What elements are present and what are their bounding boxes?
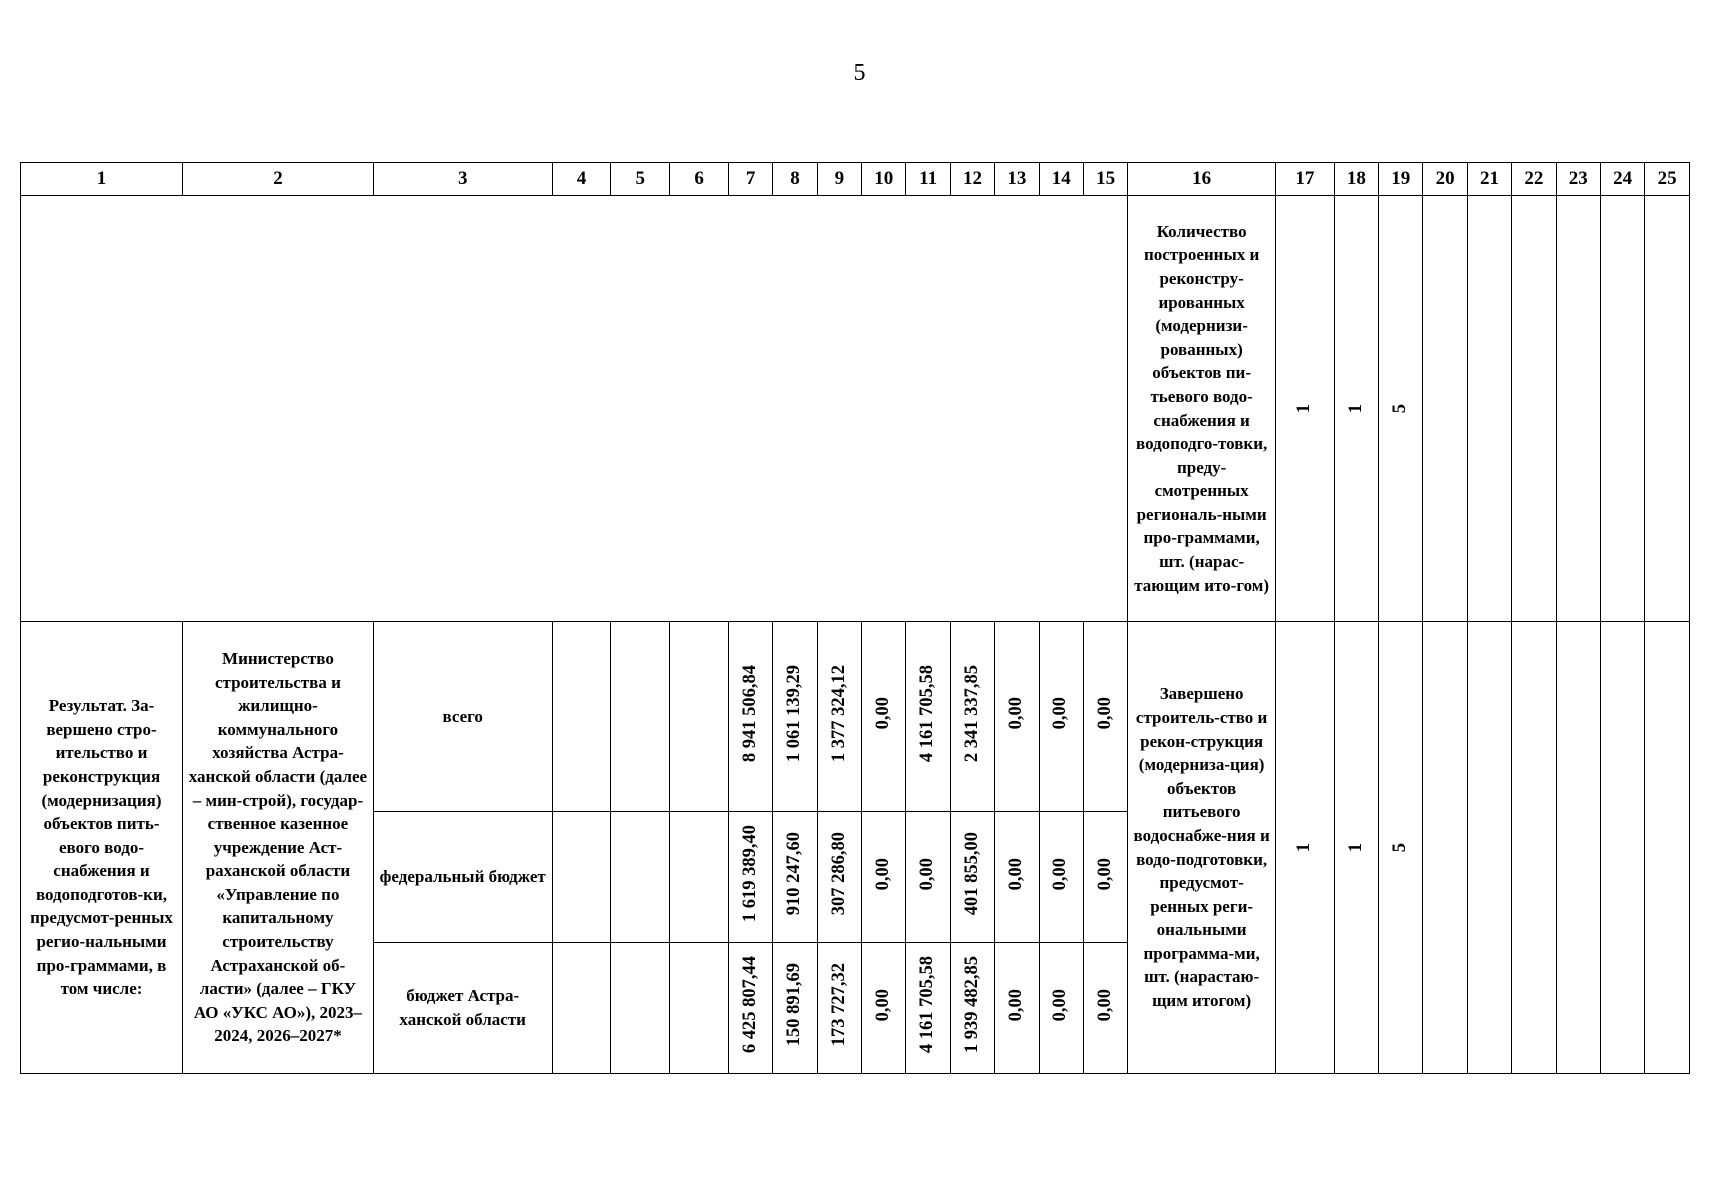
- empty-cell: [670, 812, 729, 943]
- amount-cell: [773, 812, 817, 943]
- amount-cell: [862, 622, 906, 812]
- empty-cell: [1423, 196, 1467, 622]
- funding-source-cell: бюджет Астра-ханской области: [373, 943, 552, 1074]
- amount-value: 0,00: [1094, 988, 1115, 1021]
- amount-cell: [906, 943, 950, 1074]
- amount-value: 0,00: [872, 988, 893, 1021]
- amount-value: 307 286,80: [828, 832, 849, 916]
- amount-cell: [728, 622, 772, 812]
- empty-cell: [1512, 196, 1556, 622]
- column-header: 18: [1334, 163, 1378, 196]
- result-value-cell: [1334, 622, 1378, 1074]
- result-value-cell: [1275, 622, 1334, 1074]
- column-header: 23: [1556, 163, 1600, 196]
- indicator-value-cell: [1334, 196, 1378, 622]
- page-number: 5: [853, 60, 866, 86]
- amount-value: 150 891,69: [784, 963, 805, 1047]
- amount-value: 0,00: [1006, 697, 1027, 730]
- result-value-19: 5: [1390, 843, 1410, 853]
- amount-value: 0,00: [1094, 697, 1115, 730]
- empty-cell: [1512, 622, 1556, 1074]
- amount-value: 0,00: [1050, 857, 1071, 890]
- column-header: 11: [906, 163, 950, 196]
- responsible-executor-cell: Министерство строительства и жилищно-коммунального хозяйства Астра-ханской области (далее – мин-строй), государ-ственное казенное учреждение Аст-раханской области «Управление по капитальному строительству Астраханской об-ласти» (далее – ГКУ АО «УКС АО»), 2023–2024, 2026–2027*: [183, 622, 374, 1074]
- column-header: 12: [950, 163, 994, 196]
- empty-cell: [611, 943, 670, 1074]
- column-header: 20: [1423, 163, 1467, 196]
- indicator-value-17: 1: [1294, 404, 1315, 414]
- column-header: 24: [1600, 163, 1644, 196]
- amount-value: 0,00: [1050, 988, 1071, 1021]
- column-header: 4: [552, 163, 611, 196]
- amount-cell: [773, 622, 817, 812]
- column-header: 21: [1467, 163, 1511, 196]
- amount-cell: [995, 812, 1039, 943]
- empty-cell: [1600, 622, 1644, 1074]
- indicator-value-cell: [1379, 196, 1423, 622]
- amount-value: 0,00: [1006, 988, 1027, 1021]
- amount-value: 6 425 807,44: [739, 956, 760, 1054]
- empty-cell: [670, 622, 729, 812]
- amount-value: 4 161 705,58: [917, 956, 938, 1054]
- empty-merged-cell: [21, 196, 1128, 622]
- column-header: 14: [1039, 163, 1083, 196]
- empty-cell: [1467, 196, 1511, 622]
- amount-value: 0,00: [872, 697, 893, 730]
- amount-cell: [950, 943, 994, 1074]
- indicator-text-cell: Количество построенных и реконстру-ированных (модернизи-рованных) объектов пи-тьевого водо-снабжения и водоподго-товки, преду-смотренных региональ-ными про-граммами, шт. (нарас-тающим ито-гом): [1128, 196, 1276, 622]
- amount-value: 173 727,32: [828, 963, 849, 1047]
- column-header: 1: [21, 163, 183, 196]
- column-header: 13: [995, 163, 1039, 196]
- column-header: 6: [670, 163, 729, 196]
- amount-cell: [950, 812, 994, 943]
- amount-value: 1 061 139,29: [784, 664, 805, 762]
- column-header: 19: [1379, 163, 1423, 196]
- amount-value: 2 341 337,85: [961, 664, 982, 762]
- empty-cell: [552, 812, 611, 943]
- indicator-value-cell: [1275, 196, 1334, 622]
- column-header: 10: [862, 163, 906, 196]
- result-value-17: 1: [1294, 843, 1315, 853]
- amount-value: 0,00: [872, 857, 893, 890]
- amount-value: 4 161 705,58: [917, 664, 938, 762]
- empty-cell: [611, 812, 670, 943]
- amount-value: 401 855,00: [961, 832, 982, 916]
- column-header: 17: [1275, 163, 1334, 196]
- amount-value: 0,00: [1094, 857, 1115, 890]
- amount-cell: [817, 812, 861, 943]
- funding-row-total: [21, 622, 1690, 812]
- result-value-cell: [1379, 622, 1423, 1074]
- amount-value: 910 247,60: [784, 832, 805, 916]
- amount-value: 0,00: [1050, 697, 1071, 730]
- column-header: 3: [373, 163, 552, 196]
- empty-cell: [1467, 622, 1511, 1074]
- amount-cell: [817, 943, 861, 1074]
- header-row: [21, 163, 1690, 196]
- result-description-cell: Результат. За-вершено стро-ительство и реконструкция (модернизация) объектов пить-евого водо-снабжения и водоподготов-ки, предусмот-ренных регио-нальными про-граммами, в том числе:: [21, 622, 183, 1074]
- amount-value: 0,00: [1006, 857, 1027, 890]
- amount-cell: [995, 943, 1039, 1074]
- column-header: 7: [728, 163, 772, 196]
- amount-cell: [1083, 622, 1127, 812]
- column-header: 2: [183, 163, 374, 196]
- amount-cell: [950, 622, 994, 812]
- amount-cell: [862, 812, 906, 943]
- empty-cell: [1423, 622, 1467, 1074]
- amount-cell: [1083, 943, 1127, 1074]
- empty-cell: [1645, 622, 1690, 1074]
- program-table: [20, 162, 1690, 1074]
- empty-cell: [1600, 196, 1644, 622]
- amount-value: 1 377 324,12: [828, 664, 849, 762]
- empty-cell: [1556, 196, 1600, 622]
- amount-cell: [773, 943, 817, 1074]
- column-header: 5: [611, 163, 670, 196]
- amount-cell: [817, 622, 861, 812]
- empty-cell: [1645, 196, 1690, 622]
- amount-value: 1 939 482,85: [961, 956, 982, 1054]
- amount-cell: [906, 812, 950, 943]
- indicator-value-18: 1: [1345, 404, 1366, 414]
- indicator-value-19: 5: [1390, 404, 1410, 414]
- amount-value: 1 619 389,40: [739, 825, 760, 923]
- amount-cell: [1039, 812, 1083, 943]
- amount-value: 0,00: [917, 857, 938, 890]
- amount-cell: [728, 812, 772, 943]
- empty-cell: [552, 622, 611, 812]
- column-header: 25: [1645, 163, 1690, 196]
- column-header: 15: [1083, 163, 1127, 196]
- result-value-18: 1: [1345, 843, 1366, 853]
- column-header: 8: [773, 163, 817, 196]
- indicator-row: [21, 196, 1690, 622]
- funding-source-cell: всего: [373, 622, 552, 812]
- amount-cell: [906, 622, 950, 812]
- column-header: 16: [1128, 163, 1276, 196]
- amount-cell: [995, 622, 1039, 812]
- amount-cell: [862, 943, 906, 1074]
- result-indicator-cell: Завершено строитель-ство и рекон-струкция (модерниза-ция) объектов питьевого водоснабже-ния и водо-подготовки, предусмот-ренных реги-ональными программа-ми, шт. (нарастаю-щим итогом): [1128, 622, 1276, 1074]
- amount-value: 8 941 506,84: [739, 664, 760, 762]
- column-header: 9: [817, 163, 861, 196]
- empty-cell: [611, 622, 670, 812]
- amount-cell: [1039, 622, 1083, 812]
- column-header: 22: [1512, 163, 1556, 196]
- empty-cell: [670, 943, 729, 1074]
- amount-cell: [1083, 812, 1127, 943]
- funding-source-cell: федеральный бюджет: [373, 812, 552, 943]
- empty-cell: [1556, 622, 1600, 1074]
- empty-cell: [552, 943, 611, 1074]
- amount-cell: [1039, 943, 1083, 1074]
- amount-cell: [728, 943, 772, 1074]
